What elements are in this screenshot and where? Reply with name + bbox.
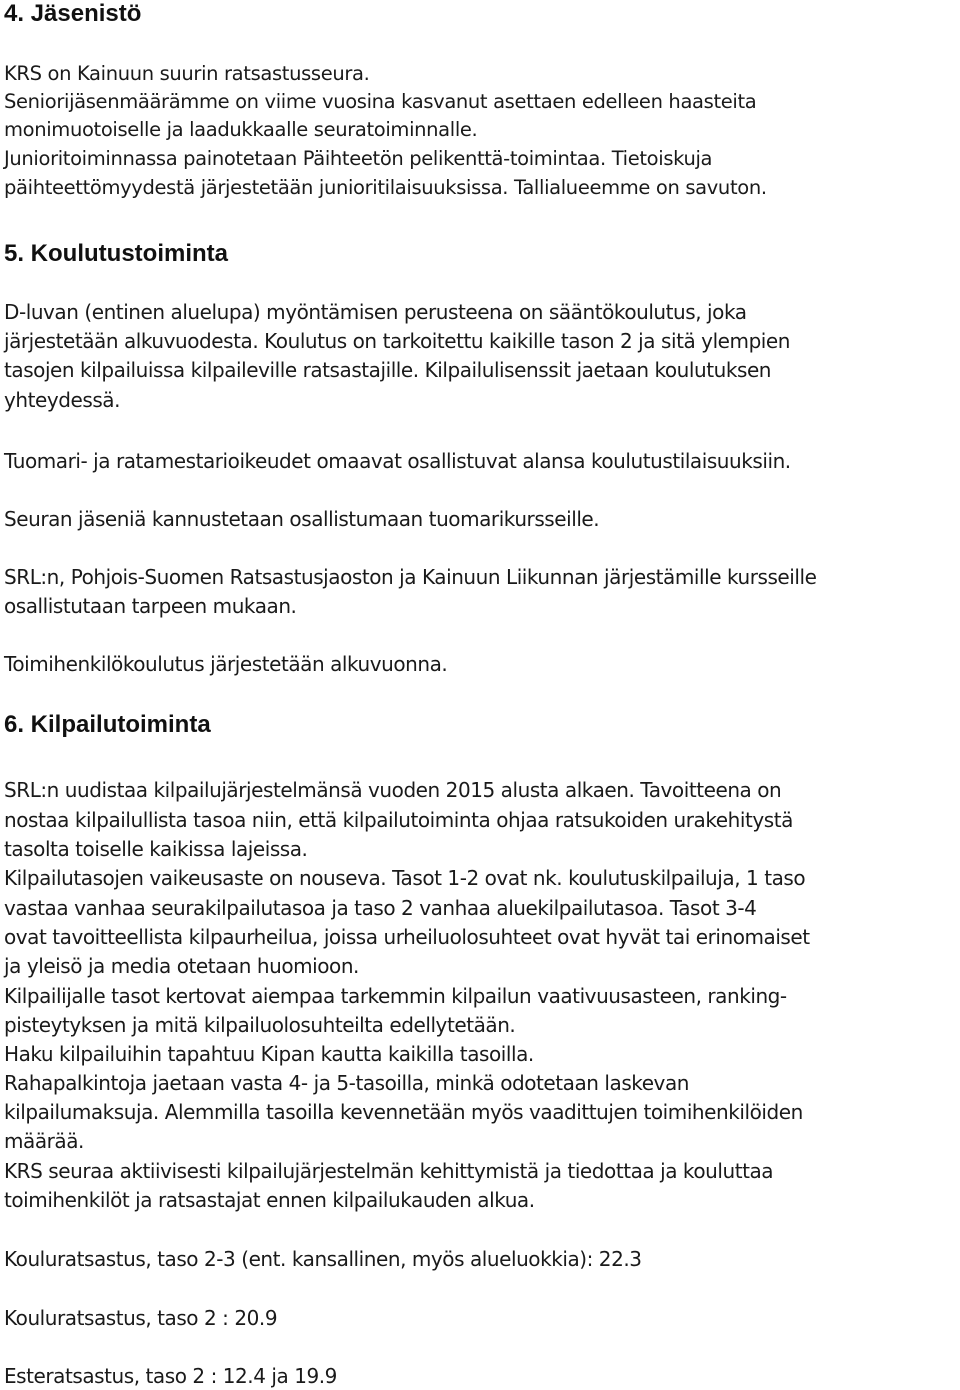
section-4-heading: 4. Jäsenistö (4, 0, 142, 27)
section-6-line: Rahapalkintoja jaetaan vasta 4- ja 5-tasoilla, minkä odotetaan laskevan (4, 1071, 689, 1095)
section-6-line: Kilpailutasojen vaikeusaste on nouseva. Tasot 1-2 ovat nk. koulutuskilpailuja, 1 taso (4, 866, 806, 890)
section-6-line: Haku kilpailuihin tapahtuu Kipan kautta kaikilla tasoilla. (4, 1042, 534, 1066)
section-6-line: määrää. (4, 1129, 84, 1153)
section-4-line: monimuotoiselle ja laadukkaalle seuratoiminnalle. (4, 118, 478, 141)
section-6-line: ja yleisö ja media otetaan huomioon. (4, 954, 359, 978)
section-4-line: päihteettömyydestä järjestetään junioritilaisuuksissa. Tallialueemme on savuton. (4, 176, 767, 199)
section-5-line: tasojen kilpailuissa kilpaileville ratsastajille. Kilpailulisenssit jaetaan koulutuksen (4, 358, 772, 382)
section-5-line: SRL:n, Pohjois-Suomen Ratsastusjaoston ja Kainuun Liikunnan järjestämille kursseille (4, 565, 817, 589)
section-6-line: Kilpailijalle tasot kertovat aiempaa tarkemmin kilpailun vaativuusasteen, ranking- (4, 984, 787, 1008)
section-5-line: osallistutaan tarpeen mukaan. (4, 594, 297, 618)
section-4-line: Seniorijäsenmäärämme on viime vuosina kasvanut asettaen edelleen haasteita (4, 90, 757, 113)
section-6-line: ovat tavoitteellista kilpaurheilua, joissa urheiluolosuhteet ovat hyvät tai erinomaiset (4, 925, 810, 949)
section-6-line: KRS seuraa aktiivisesti kilpailujärjestelmän kehittymistä ja tiedottaa ja kouluttaa (4, 1159, 774, 1183)
section-5-line: Toimihenkilökoulutus järjestetään alkuvuonna. (4, 652, 448, 676)
section-5-line: järjestetään alkuvuodesta. Koulutus on tarkoitettu kaikille tason 2 ja sitä ylempien (4, 329, 790, 353)
stat-line: Kouluratsastus, taso 2-3 (ent. kansallinen, myös alueluokkia): 22.3 (4, 1247, 642, 1271)
section-4-line: KRS on Kainuun suurin ratsastusseura. (4, 62, 370, 85)
section-6-line: pisteytyksen ja mitä kilpailuolosuhteilta edellytetään. (4, 1013, 516, 1037)
section-6-line: tasolta toiselle kaikissa lajeissa. (4, 837, 308, 861)
section-6-line: nostaa kilpailullista tasoa niin, että kilpailutoiminta ohjaa ratsukoiden urakehitystä (4, 808, 793, 832)
section-6-line: vastaa vanhaa seurakilpailutasoa ja taso 2 vanhaa aluekilpailutasoa. Tasot 3-4 (4, 896, 757, 920)
section-6-line: SRL:n uudistaa kilpailujärjestelmänsä vuoden 2015 alusta alkaen. Tavoitteena on (4, 778, 782, 802)
section-5-heading: 5. Koulutustoiminta (4, 240, 228, 267)
section-5-line: Seuran jäseniä kannustetaan osallistumaan tuomarikursseille. (4, 507, 600, 531)
section-6-heading: 6. Kilpailutoiminta (4, 711, 211, 738)
section-6-line: toimihenkilöt ja ratsastajat ennen kilpailukauden alkua. (4, 1188, 535, 1212)
stat-line: Kouluratsastus, taso 2 : 20.9 (4, 1306, 278, 1330)
stat-line: Esteratsastus, taso 2 : 12.4 ja 19.9 (4, 1364, 337, 1388)
section-5-line: Tuomari- ja ratamestarioikeudet omaavat osallistuvat alansa koulutustilaisuuksiin. (4, 449, 791, 473)
section-5-line: D-luvan (entinen aluelupa) myöntämisen perusteena on sääntökoulutus, joka (4, 300, 747, 324)
section-4-line: Junioritoiminnassa painotetaan Päihteetön pelikenttä-toimintaa. Tietoiskuja (4, 147, 713, 170)
section-5-line: yhteydessä. (4, 388, 120, 412)
section-6-line: kilpailumaksuja. Alemmilla tasoilla kevennetään myös vaadittujen toimihenkilöiden (4, 1100, 803, 1124)
